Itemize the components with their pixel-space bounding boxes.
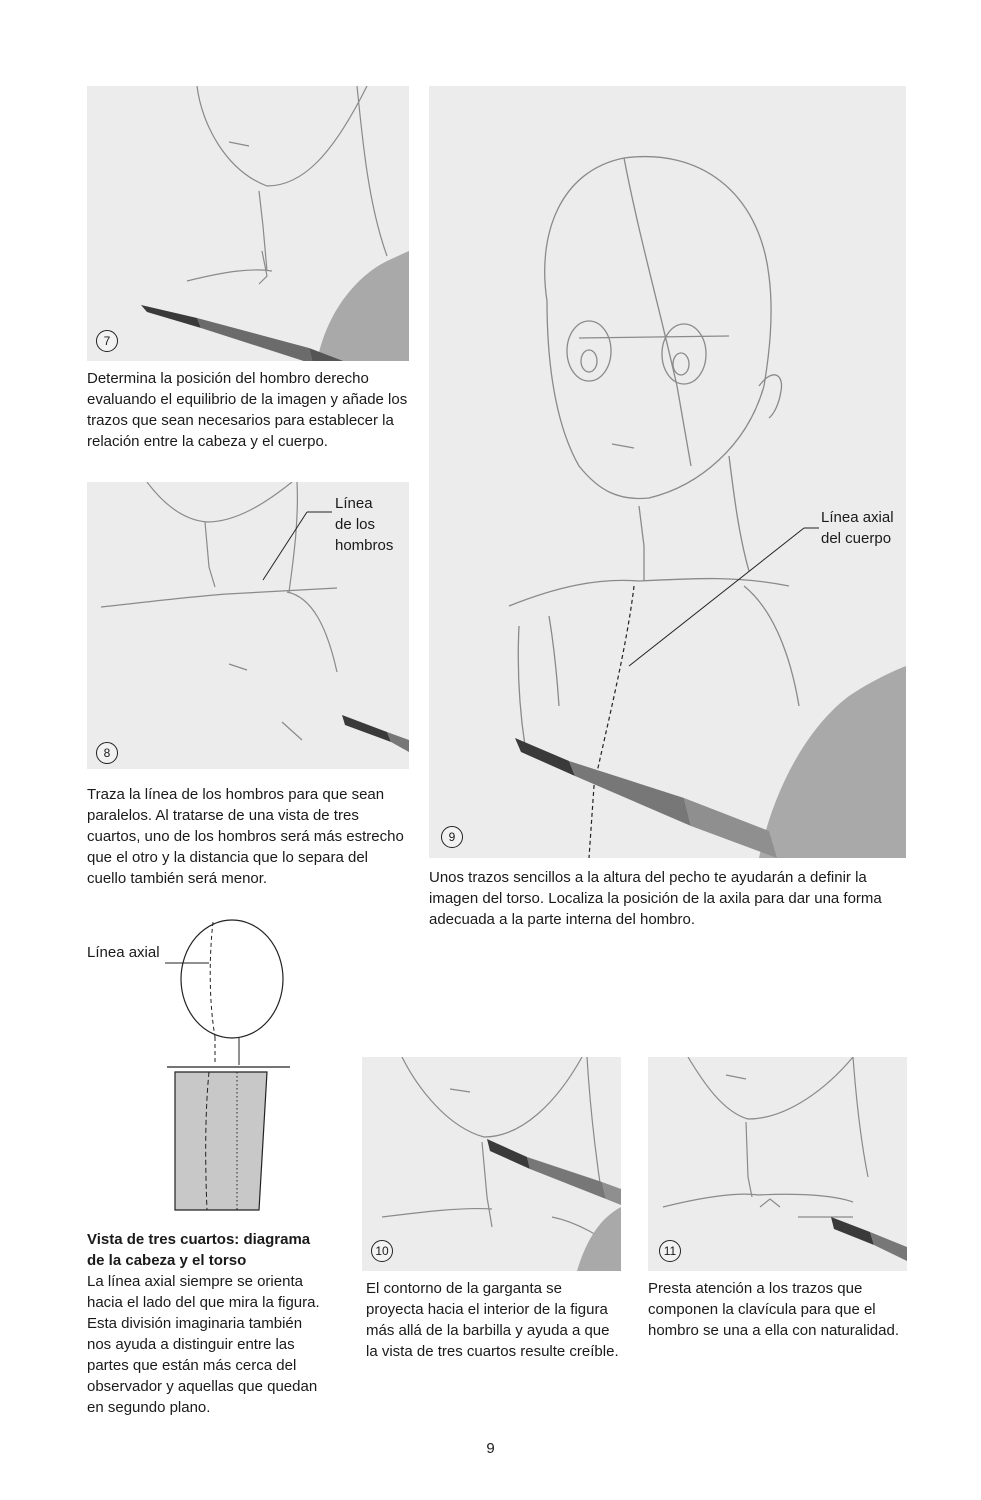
step-10-sketch — [362, 1057, 621, 1271]
step-9-photo — [429, 86, 906, 858]
page-number: 9 — [486, 1440, 495, 1457]
step-7-number: 7 — [96, 330, 118, 352]
step-8-caption: Traza la línea de los hombros para que sean paralelos. Al tratarse de una vista de tres cuartos, uno de los hombros será más estrecho que el otro y la distancia que lo separa del cuello también será menor. — [87, 786, 404, 887]
step-9-caption: Unos trazos sencillos a la altura del pecho te ayudarán a definir la imagen del torso. Localiza la posición de la axila para dar una forma adecuada a la parte interna del hombro. — [429, 869, 882, 928]
step-10-caption: El contorno de la garganta se proyecta hacia el interior de la figura más allá de la barbilla y ayuda a que la vista de tres cuartos resulte creíble. — [366, 1280, 619, 1360]
diagram-callout: Línea axial — [87, 944, 160, 961]
step-11-caption: Presta atención a los trazos que componen la clavícula para que el hombro se una a ella con naturalidad. — [648, 1280, 900, 1339]
step-9-callout: Línea axial del cuerpo — [821, 509, 894, 547]
step-7-sketch — [87, 86, 409, 361]
step-9-number: 9 — [441, 826, 463, 848]
step-10-number: 10 — [371, 1240, 393, 1262]
step-8-number: 8 — [96, 742, 118, 764]
step-10-photo — [362, 1057, 621, 1271]
step-11-photo — [648, 1057, 907, 1271]
diagram-title: Vista de tres cuartos: diagrama de la cabeza y el torso — [87, 1231, 311, 1269]
step-8-callout: Línea de los hombros — [335, 495, 394, 554]
diagram-body: La línea axial siempre se orienta hacia el lado del que mira la figura. Esta división imaginaria también nos ayuda a distinguir entre las partes que están más cerca del observador y aquellas que quedan en segundo plano. — [87, 1273, 320, 1416]
step-11-sketch — [648, 1057, 907, 1271]
step-9-sketch — [429, 86, 906, 858]
diagram-caption — [87, 1229, 327, 1418]
step-8-photo — [87, 482, 409, 769]
step-11-number: 11 — [659, 1240, 681, 1262]
step-7-photo — [87, 86, 409, 361]
step-7-caption: Determina la posición del hombro derecho evaluando el equilibrio de la imagen y añade los trazos que sean necesarios para establecer la relación entre la cabeza y el cuerpo. — [87, 370, 408, 450]
